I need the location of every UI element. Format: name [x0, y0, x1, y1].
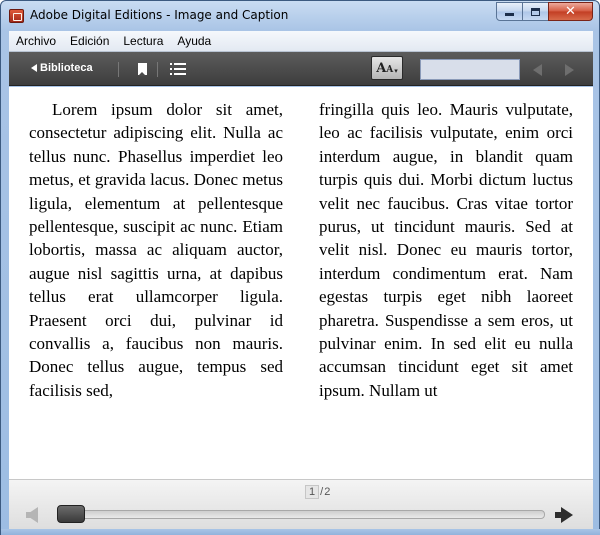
close-button[interactable]: [548, 2, 593, 21]
page-separator: /: [320, 486, 324, 498]
close-icon: ✕: [565, 4, 576, 19]
page-slider-track[interactable]: [59, 510, 545, 519]
previous-page-arrow-icon[interactable]: [26, 507, 38, 523]
toolbar-divider: [118, 62, 119, 77]
minimize-button[interactable]: [496, 2, 523, 21]
toc-dot: [170, 68, 172, 70]
reader-toolbar: [9, 52, 593, 86]
menu-ayuda-label: Ayuda: [177, 34, 212, 48]
page-navigation-bar: [9, 479, 593, 529]
font-size-small-glyph: A: [386, 64, 394, 75]
chevron-down-icon: ▾: [394, 67, 398, 75]
next-page-arrow-icon[interactable]: [561, 507, 573, 523]
next-page-icon[interactable]: [565, 64, 574, 76]
minimize-icon: [505, 13, 514, 16]
search-input[interactable]: [420, 59, 520, 80]
page-indicator: [305, 485, 330, 499]
menu-ayuda[interactable]: [170, 34, 218, 48]
maximize-button[interactable]: [522, 2, 549, 21]
text-column-right: fringilla quis leo. Mauris vulputate, leo ac facilisis vulputate, enim orci interdum augue, in blandit quam turpis quis dui. Morbi dictum luctus velit nec faucibus. Cras vitae tortor purus, ut tincidunt mauris. Sed at velit nisl. Donec eu mauris tortor, interdum condimentum erat. Nam egestas turpis eget nibh laoreet pharetra. Suspendisse a sem eros, ut pulvinar enim. In sed elit eu nulla accumsan tincidunt eget sit amet ipsum. Nullam ut: [319, 100, 573, 400]
back-triangle-icon: [31, 64, 37, 72]
menu-lectura[interactable]: [116, 34, 170, 48]
menu-lectura-label: Lectura: [123, 34, 164, 48]
current-page-field[interactable]: 1: [305, 485, 319, 499]
total-pages: 2: [324, 486, 331, 498]
toc-dot: [170, 73, 172, 75]
maximize-icon: [531, 8, 540, 16]
title-bar[interactable]: [1, 1, 599, 31]
menu-edicion-label: Edición: [70, 34, 110, 48]
prev-page-icon[interactable]: [533, 64, 542, 76]
toc-list-icon[interactable]: [170, 63, 186, 75]
page-slider-thumb[interactable]: [57, 505, 85, 523]
menu-archivo[interactable]: [9, 34, 63, 48]
menu-archivo-label: Archivo: [16, 34, 57, 48]
bookmark-icon[interactable]: [138, 63, 147, 75]
toc-dot: [170, 63, 172, 65]
menu-bar: [9, 31, 593, 52]
font-size-button[interactable]: [371, 56, 403, 80]
toc-line: [174, 73, 186, 75]
book-page: [9, 87, 593, 479]
toc-line: [174, 68, 186, 70]
library-button-label: Biblioteca: [40, 62, 93, 74]
window-bottom-border: [1, 529, 600, 535]
font-size-large-glyph: A: [376, 60, 387, 76]
toolbar-divider: [157, 62, 158, 77]
text-column-left: Lorem ipsum dolor sit amet, consectetur adipiscing elit. Nulla ac tellus nunc. Phasellus imperdiet leo metus, et gravida lacus. Donec metus ligula, elementum at pellentesque pellentesque, suscipit ac nunc. Etiam lobortis, massa ac aliquam auctor, augue nisl sagittis urna, at dapibus tellus erat ullamcorper ligula. Praesent orci dui, pulvinar id convallis a, faucibus non mauris. Donec tellus augue, tempus sed facilisis sed,: [29, 100, 283, 400]
library-button[interactable]: [31, 62, 93, 74]
adobe-digital-editions-app-icon[interactable]: [9, 9, 24, 23]
window-controls: [497, 2, 593, 21]
menu-edicion[interactable]: [63, 34, 116, 48]
toc-line: [174, 63, 186, 65]
window-title: Adobe Digital Editions - Image and Caption: [30, 8, 289, 22]
